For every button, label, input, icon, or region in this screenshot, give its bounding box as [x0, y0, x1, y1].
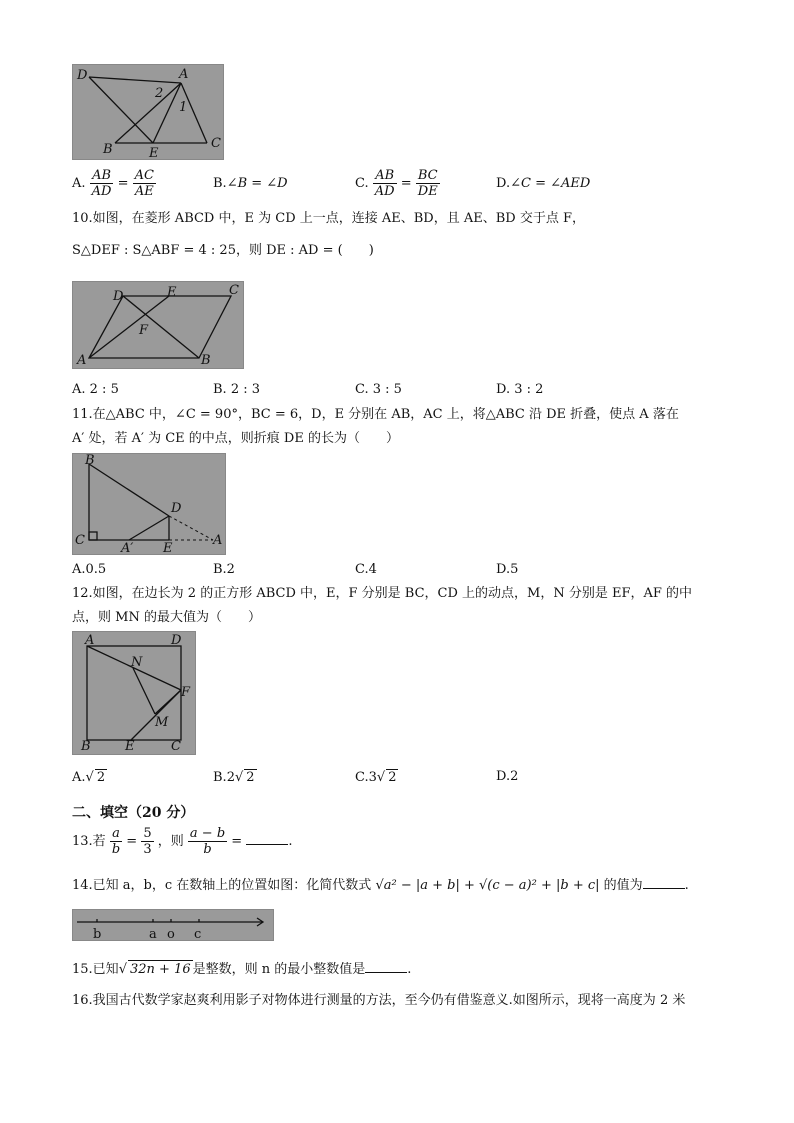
q15-stem: 15.已知√ 32n + 16 是整数，则 n 的最小整数值是 . — [72, 962, 412, 977]
q12-label-C: C — [171, 739, 181, 754]
fraction: $\frac{a}{b}$ — [111, 826, 121, 857]
q12-option-a: A.√ 2 — [72, 770, 106, 785]
q9-label-C: C — [211, 136, 221, 151]
q12-label-D: D — [171, 633, 182, 648]
q10-option-a: A. 2 : 5 — [72, 382, 119, 397]
fraction: $\frac{AC}{AE}$ — [134, 168, 155, 199]
q9-option-c: C. $\frac{AB}{AD}$ = $\frac{BC}{DE}$ — [355, 168, 438, 199]
q11-option-a: A.0.5 — [72, 562, 107, 577]
q10-figure — [72, 281, 244, 369]
q9-label-D: D — [77, 68, 88, 83]
q10-label-D: D — [113, 289, 124, 304]
q10-label-B: B — [201, 353, 211, 368]
q12-stem-line2: 点，则 MN 的最大值为（ ） — [72, 610, 261, 625]
axis-label-b: b — [93, 927, 102, 940]
q11-stem-line2: A′ 处，若 A′ 为 CE 的中点，则折痕 DE 的长为（ ） — [72, 431, 399, 446]
q12-label-E: E — [125, 739, 135, 754]
q11-option-b: B.2 — [213, 562, 235, 577]
fraction: $\frac{AB}{AD}$ — [374, 168, 395, 199]
fraction: $\frac{AB}{AD}$ — [91, 168, 112, 199]
q9-label-A: A — [179, 67, 189, 82]
q9-option-b: B.∠B = ∠D — [213, 176, 288, 191]
q11-label-B: B — [85, 454, 95, 468]
fraction: $\frac{a - b}{b}$ — [189, 826, 226, 857]
q11-label-D: D — [171, 501, 182, 516]
q10-label-E: E — [167, 285, 177, 300]
q12-option-d: D.2 — [496, 769, 519, 784]
section-heading: 二、填空（20 分） — [72, 805, 195, 821]
q9-figure — [72, 64, 224, 160]
fraction: $\frac{5}{3}$ — [143, 826, 152, 857]
q9-label-B: B — [103, 142, 113, 157]
q12-label-B: B — [81, 739, 91, 754]
q11-figure — [72, 453, 226, 555]
axis-label-c: c — [194, 927, 202, 940]
q10-label-F: F — [139, 323, 149, 338]
q12-label-M: M — [155, 715, 169, 730]
q11-stem-line1: 11.在△ABC 中，∠C = 90°，BC = 6，D，E 分别在 AB，AC 上，将△ABC 沿 DE 折叠，使点 A 落在 — [72, 407, 679, 422]
q16-stem: 16.我国古代数学家赵爽利用影子对物体进行测量的方法，至今仍有借鉴意义.如图所示，现将一高度为 2 米 — [72, 993, 686, 1008]
q9-label-E: E — [149, 146, 159, 159]
fraction: $\frac{BC}{DE}$ — [417, 168, 438, 199]
q12-option-b: B.2√ 2 — [213, 770, 255, 785]
q10-label-C: C — [229, 283, 239, 298]
q10-option-c: C. 3 : 5 — [355, 382, 402, 397]
answer-blank — [643, 876, 685, 889]
q12-figure — [72, 631, 196, 755]
q10-option-d: D. 3 : 2 — [496, 382, 544, 397]
q12-label-F: F — [181, 685, 191, 700]
q9-option-d: D.∠C = ∠AED — [496, 176, 591, 191]
q11-label-E: E — [163, 541, 173, 554]
q14-stem: 14.已知 a，b，c 在数轴上的位置如图：化简代数式 √a² − |a + b| + √(c − a)² + |b + c| 的值为 . — [72, 878, 689, 893]
axis-label-o: o — [167, 927, 175, 940]
q9-label-1: 1 — [179, 100, 188, 115]
q11-option-c: C.4 — [355, 562, 377, 577]
axis-label-a: a — [149, 927, 157, 940]
answer-blank — [365, 960, 407, 973]
q9-label-2: 2 — [155, 86, 164, 101]
q14-number-line — [72, 909, 274, 941]
answer-blank — [246, 832, 288, 845]
q10-stem-line2: S△DEF : S△ABF = 4 : 25，则 DE : AD = ( ) — [72, 243, 374, 258]
q9-option-a: A. $\frac{AB}{AD}$ = $\frac{AC}{AE}$ — [72, 168, 155, 199]
q11-label-C: C — [75, 533, 85, 548]
q12-option-c: C.3√ 2 — [355, 770, 397, 785]
q12-label-A: A — [85, 633, 95, 648]
q10-stem-line1: 10.如图，在菱形 ABCD 中，E 为 CD 上一点，连接 AE、BD，且 AE、BD 交于点 F， — [72, 211, 586, 226]
q12-label-N: N — [131, 655, 143, 670]
q13-stem: 13.若 $\frac{a}{b}$ = $\frac{5}{3}$ ，则 $\frac{a - b}{b}$ = . — [72, 826, 293, 857]
q10-label-A: A — [77, 353, 87, 368]
q12-stem-line1: 12.如图，在边长为 2 的正方形 ABCD 中，E，F 分别是 BC，CD 上的动点，M，N 分别是 EF，AF 的中 — [72, 586, 693, 601]
q11-label-A-prime: A′ — [121, 541, 134, 554]
q11-option-d: D.5 — [496, 562, 519, 577]
q11-label-A: A — [213, 533, 223, 548]
q10-option-b: B. 2 : 3 — [213, 382, 261, 397]
